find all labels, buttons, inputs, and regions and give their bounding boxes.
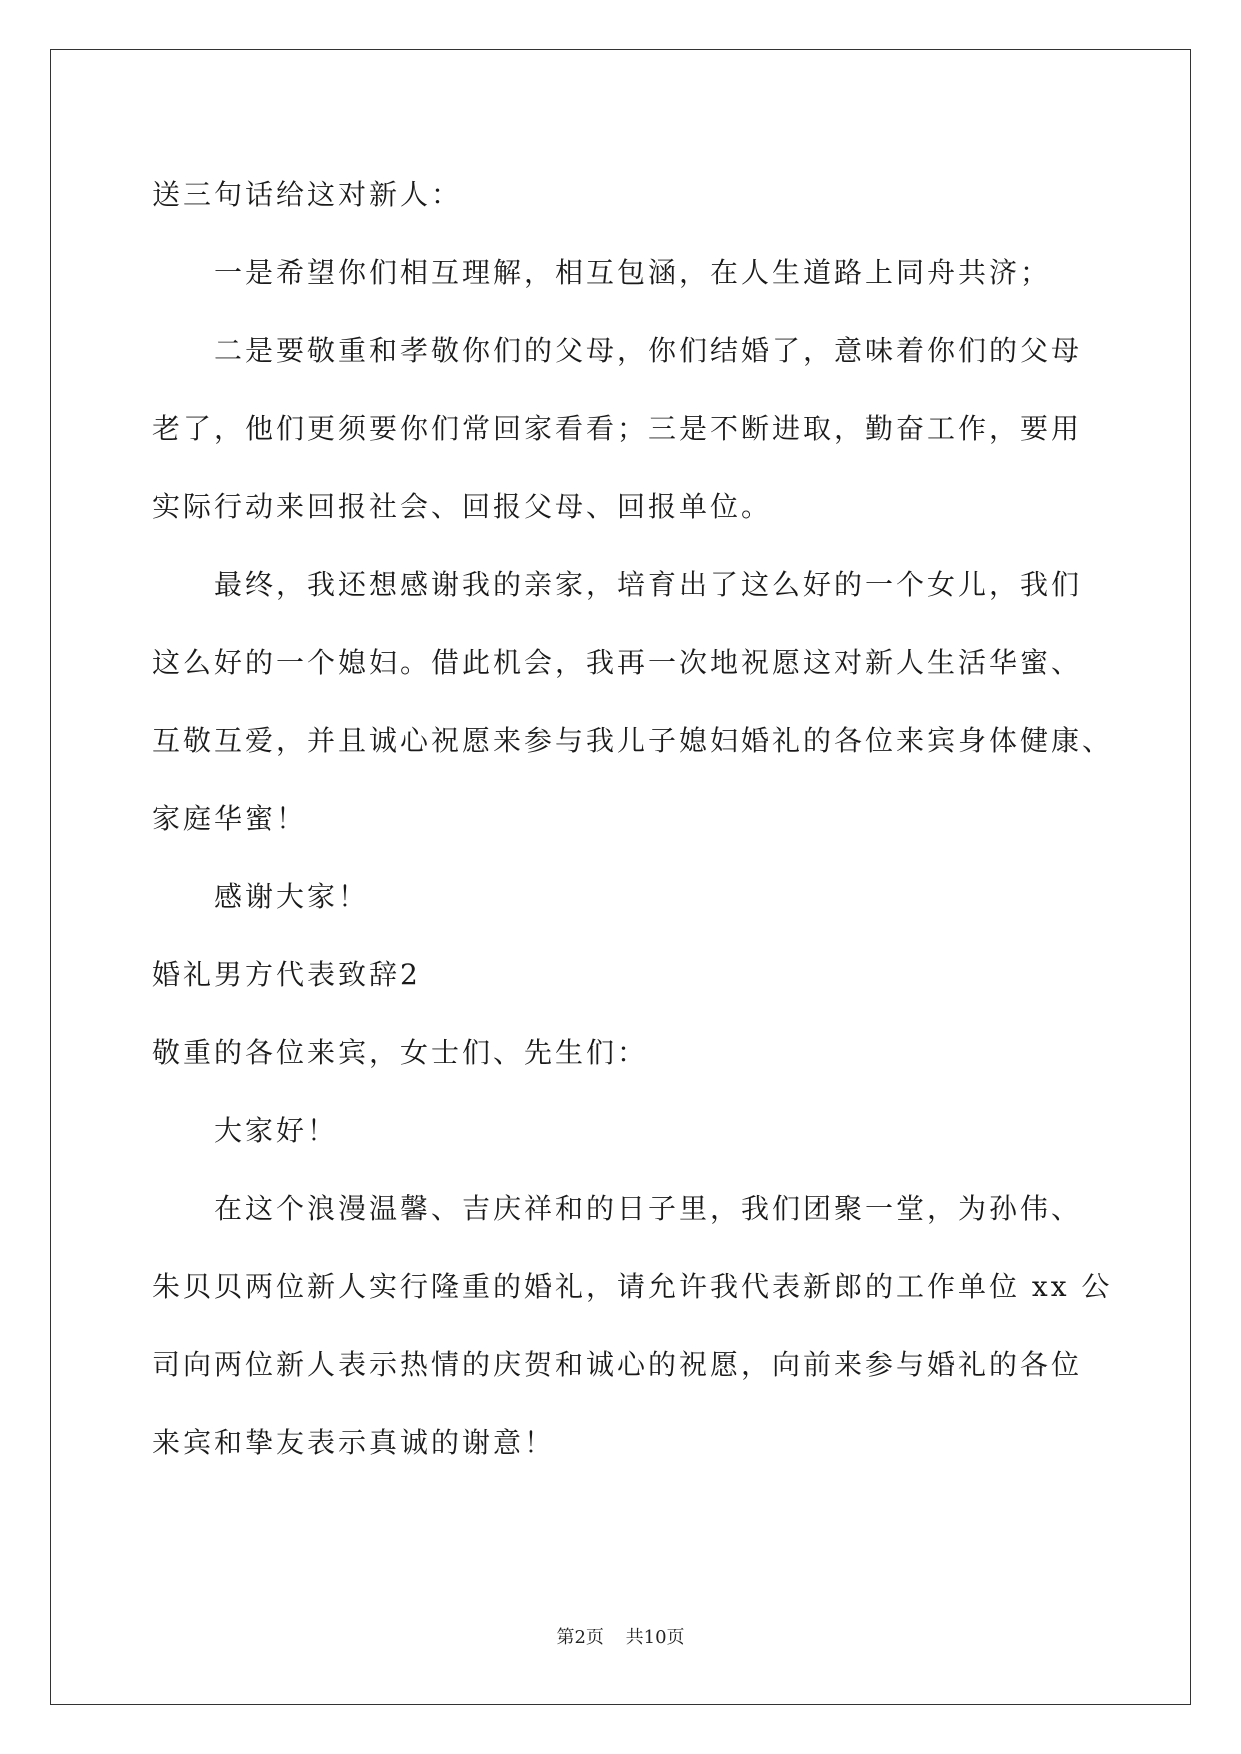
section-title: 婚礼男方代表致辞2 <box>152 958 421 991</box>
text-line: 送三句话给这对新人： <box>152 178 463 211</box>
text-line: 最终，我还想感谢我的亲家，培育出了这么好的一个女儿，我们 <box>214 568 1083 601</box>
text-line: 在这个浪漫温馨、吉庆祥和的日子里，我们团聚一堂，为孙伟、 <box>214 1192 1083 1225</box>
text-line: 家庭华蜜！ <box>152 802 308 835</box>
text-line: 敬重的各位来宾，女士们、先生们： <box>152 1036 649 1069</box>
text-line: 互敬互爱，并且诚心祝愿来参与我儿子媳妇婚礼的各位来宾身体健康、 <box>152 724 1114 757</box>
page-number: 第2页 <box>556 1627 604 1648</box>
text-line: 一是希望你们相互理解，相互包涵，在人生道路上同舟共济； <box>214 256 1052 289</box>
text-line: 朱贝贝两位新人实行隆重的婚礼，请允许我代表新郎的工作单位 xx 公 <box>152 1270 1113 1303</box>
text-line: 感谢大家！ <box>214 880 370 913</box>
text-line: 二是要敬重和孝敬你们的父母，你们结婚了，意味着你们的父母 <box>214 334 1083 367</box>
text-line: 司向两位新人表示热情的庆贺和诚心的祝愿，向前来参与婚礼的各位 <box>152 1348 1083 1381</box>
page-total: 共10页 <box>625 1627 685 1648</box>
text-line: 实际行动来回报社会、回报父母、回报单位。 <box>152 490 773 523</box>
text-line: 大家好！ <box>214 1114 339 1147</box>
text-line: 这么好的一个媳妇。借此机会，我再一次地祝愿这对新人生活华蜜、 <box>152 646 1083 679</box>
text-line: 来宾和挚友表示真诚的谢意！ <box>152 1426 556 1459</box>
text-line: 老了，他们更须要你们常回家看看；三是不断进取，勤奋工作，要用 <box>152 412 1083 445</box>
page-footer <box>0 1626 1241 1650</box>
